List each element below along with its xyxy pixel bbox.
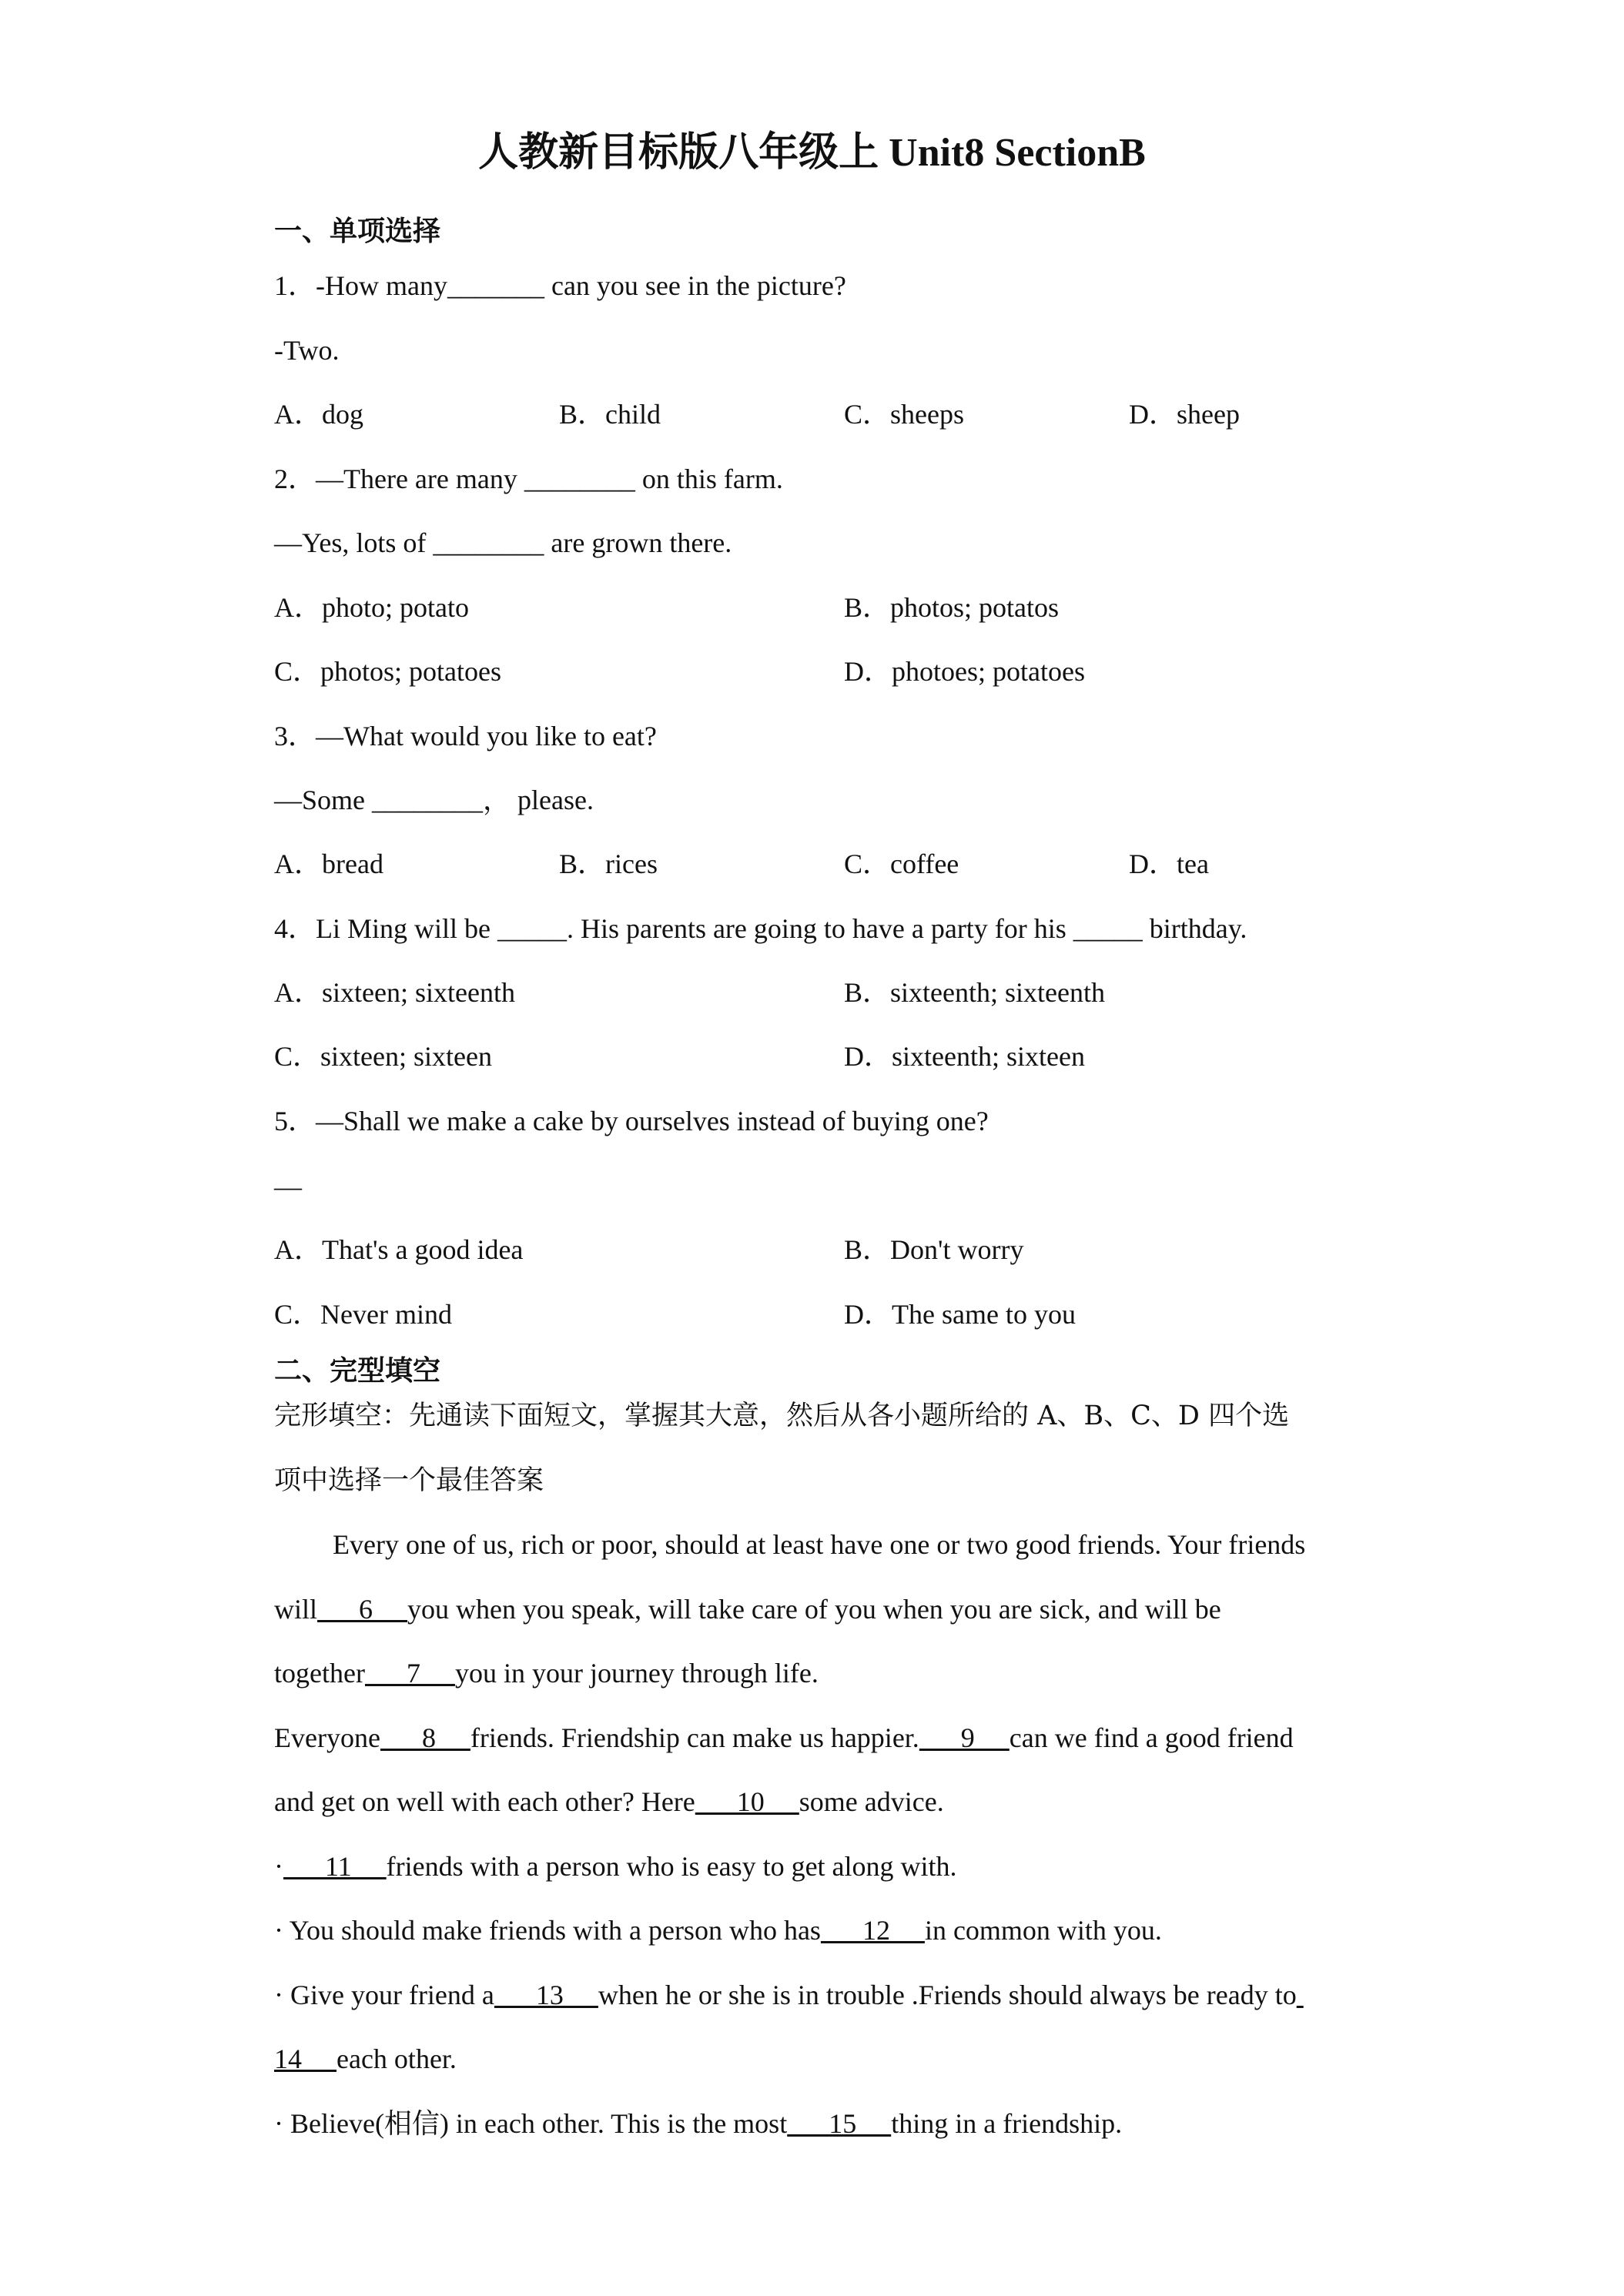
question-stem: 3．—What would you like to eat? <box>274 721 657 751</box>
blank-number: 10 <box>695 1786 799 1817</box>
blank-number: 11 <box>283 1851 387 1882</box>
blank-number: 12 <box>820 1915 925 1946</box>
passage-text: some advice. <box>799 1786 944 1817</box>
passage-text: can we find a good friend <box>1009 1722 1294 1753</box>
passage-text: friends. Friendship can make us happier. <box>470 1722 919 1753</box>
passage-text: · <box>274 1851 283 1882</box>
answer-option: B．child <box>559 399 661 430</box>
answer-option: C．Never mind <box>274 1299 452 1330</box>
blank-number: 14 <box>274 2043 337 2074</box>
answer-option: D．photoes; potatoes <box>844 656 1085 687</box>
question-stem: 5．—Shall we make a cake by ourselves instead of buying one? <box>274 1106 989 1136</box>
passage-line <box>274 2107 1122 2140</box>
passage-text: together <box>274 1658 365 1689</box>
passage-text: thing in a friendship. <box>891 2108 1123 2139</box>
question-response: —Some ________， please. <box>274 785 594 815</box>
passage-line <box>274 1593 1221 1626</box>
blank-number: 15 <box>787 2108 892 2139</box>
question-stem: 1．-How many_______ can you see in the picture? <box>274 270 846 301</box>
passage-line <box>274 1979 1304 2012</box>
passage-text: in common with you. <box>924 1915 1162 1946</box>
page-title: 人教新目标版八年级上 Unit8 SectionB <box>478 131 1146 175</box>
answer-option: A．That's a good idea <box>274 1234 524 1265</box>
answer-option: B．photos; potatos <box>844 592 1060 623</box>
passage-line <box>274 2043 457 2076</box>
passage-text: each other. <box>337 2043 457 2074</box>
blank-number: 8 <box>380 1722 470 1753</box>
blank-number: 13 <box>494 1980 598 2010</box>
passage-text: Everyone <box>274 1722 380 1753</box>
passage-text: Every one of us, rich or poor, should at least have one or two good friends. Your friends <box>333 1529 1306 1560</box>
question-stem: 2．—There are many ________ on this farm. <box>274 464 783 494</box>
passage-line <box>274 1786 944 1819</box>
passage-text: when he or she is in trouble .Friends should always be ready to <box>598 1980 1297 2010</box>
passage-text: you in your journey through life. <box>454 1658 819 1689</box>
passage-line <box>274 1914 1162 1947</box>
answer-option: D．The same to you <box>844 1299 1076 1330</box>
passage-text: · Give your friend a <box>274 1980 494 2010</box>
passage-text: friends with a person who is easy to get along with. <box>386 1851 957 1882</box>
answer-option: C．coffee <box>844 848 959 879</box>
cloze-instruction: 项中选择一个最佳答案 <box>274 1465 544 1496</box>
cloze-instruction: 完形填空：先通读下面短文，掌握其大意，然后从各小题所给的 A、B、C、D 四个选 <box>274 1401 1290 1431</box>
answer-option: B．Don't worry <box>844 1234 1024 1265</box>
question-response: -Two. <box>274 335 340 366</box>
passage-line <box>333 1528 1305 1561</box>
answer-option: B．rices <box>559 848 658 879</box>
question-stem: 4．Li Ming will be _____. His parents are going to have a party for his _____ birthday. <box>274 913 1247 944</box>
question-response: — <box>274 1171 302 1202</box>
blank-number <box>1297 1980 1304 2010</box>
passage-text: will <box>274 1594 318 1625</box>
passage-line <box>274 1850 957 1883</box>
answer-option: C．sixteen; sixteen <box>274 1041 492 1072</box>
blank-number: 9 <box>919 1722 1010 1753</box>
section-heading-cloze: 二、完型填空 <box>274 1355 441 1387</box>
passage-text: and get on well with each other? Here <box>274 1786 695 1817</box>
answer-option: A．bread <box>274 848 383 879</box>
passage-text: · Believe(相信) in each other. This is the most <box>274 2108 788 2139</box>
answer-option: A．sixteen; sixteenth <box>274 977 515 1008</box>
question-response: —Yes, lots of ________ are grown there. <box>274 527 732 558</box>
answer-option: D．sheep <box>1129 399 1240 430</box>
answer-option: D．sixteenth; sixteen <box>844 1041 1085 1072</box>
answer-option: A．photo; potato <box>274 592 469 623</box>
passage-text: you when you speak, will take care of you when you are sick, and will be <box>407 1594 1221 1625</box>
blank-number: 7 <box>364 1658 455 1689</box>
answer-option: A．dog <box>274 399 363 430</box>
blank-number: 6 <box>317 1594 408 1625</box>
answer-option: D．tea <box>1129 848 1209 879</box>
section-heading-single-choice: 一、单项选择 <box>274 216 441 247</box>
answer-option: B．sixteenth; sixteenth <box>844 977 1105 1008</box>
answer-option: C．photos; potatoes <box>274 656 501 687</box>
passage-line <box>274 1722 1294 1755</box>
passage-line <box>274 1657 819 1690</box>
passage-text: · You should make friends with a person who has <box>274 1915 821 1946</box>
answer-option: C．sheeps <box>844 399 964 430</box>
